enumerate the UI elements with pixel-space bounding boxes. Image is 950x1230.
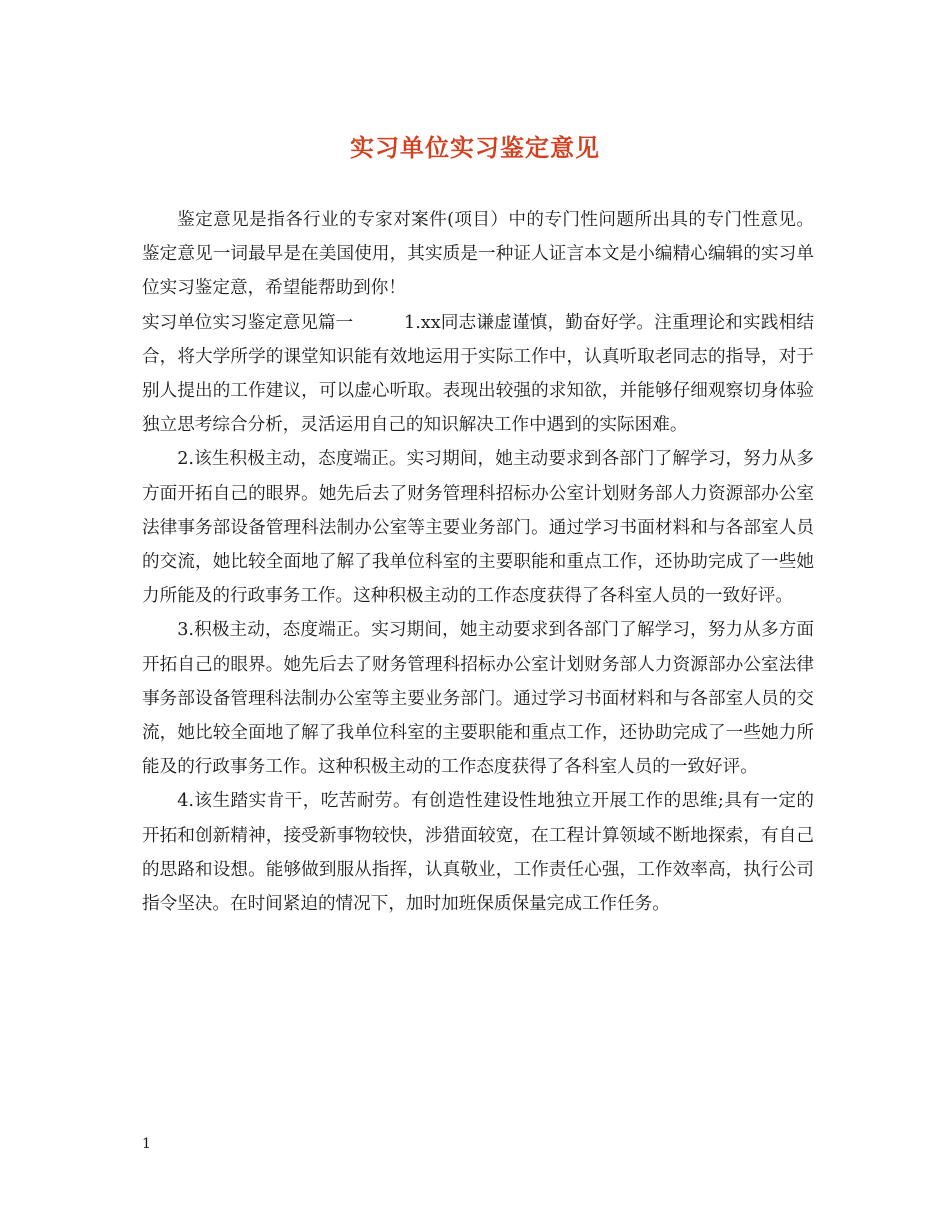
intro-paragraph: 鉴定意见是指各行业的专家对案件(项目）中的专门性问题所出具的专门性意见。鉴定意见一词最早是在美国使用，其实质是一种证人证言本文是小编精心编辑的实习单位实习鉴定意，希望能帮助到你！ <box>142 210 814 299</box>
item-1-text: 1.xx同志谦虚谨慎，勤奋好学。注重理论和实践相结合，将大学所学的课堂知识能有效地运用于实际工作中，认真听取老同志的指导，对于别人提出的工作建议，可以虚心听取。表现出较强的求知欲，并能够仔细观察切身体验独立思考综合分析，灵活运用自己的知识解决工作中遇到的实际困难。 <box>142 312 814 436</box>
section-paragraph <box>142 306 814 443</box>
item-4-paragraph: 4.该生踏实肯干，吃苦耐劳。有创造性建设性地独立开展工作的思维;具有一定的开拓和创新精神，接受新事物较快，涉猎面较宽，在工程计算领域不断地探索，有自己的思路和设想。能够做到服从指挥，认真敬业，工作责任心强，工作效率高，执行公司指令坚决。在时间紧迫的情况下，加时加班保质保量完成工作任务。 <box>142 791 814 915</box>
page-number: 1 <box>142 1136 151 1152</box>
section-label: 实习单位实习鉴定意见篇一 <box>142 312 354 333</box>
document-body <box>142 203 814 921</box>
item-3-paragraph: 3.积极主动，态度端正。实习期间，她主动要求到各部门了解学习，努力从多方面开拓自己的眼界。她先后去了财务管理科招标办公室计划财务部人力资源部办公室法律事务部设备管理科法制办公室等主要业务部门。通过学习书面材料和与各部室人员的交流，她比较全面地了解了我单位科室的主要职能和重点工作，还协助完成了一些她力所能及的行政事务工作。这种积极主动的工作态度获得了各科室人员的一致好评。 <box>142 620 814 778</box>
item-2-paragraph: 2.该生积极主动，态度端正。实习期间，她主动要求到各部门了解学习，努力从多方面开拓自己的眼界。她先后去了财务管理科招标办公室计划财务部人力资源部办公室法律事务部设备管理科法制办公室等主要业务部门。通过学习书面材料和与各部室人员的交流，她比较全面地了解了我单位科室的主要职能和重点工作，还协助完成了一些她力所能及的行政事务工作。这种积极主动的工作态度获得了各科室人员的一致好评。 <box>142 449 814 607</box>
document-title: 实习单位实习鉴定意见 <box>350 133 600 162</box>
